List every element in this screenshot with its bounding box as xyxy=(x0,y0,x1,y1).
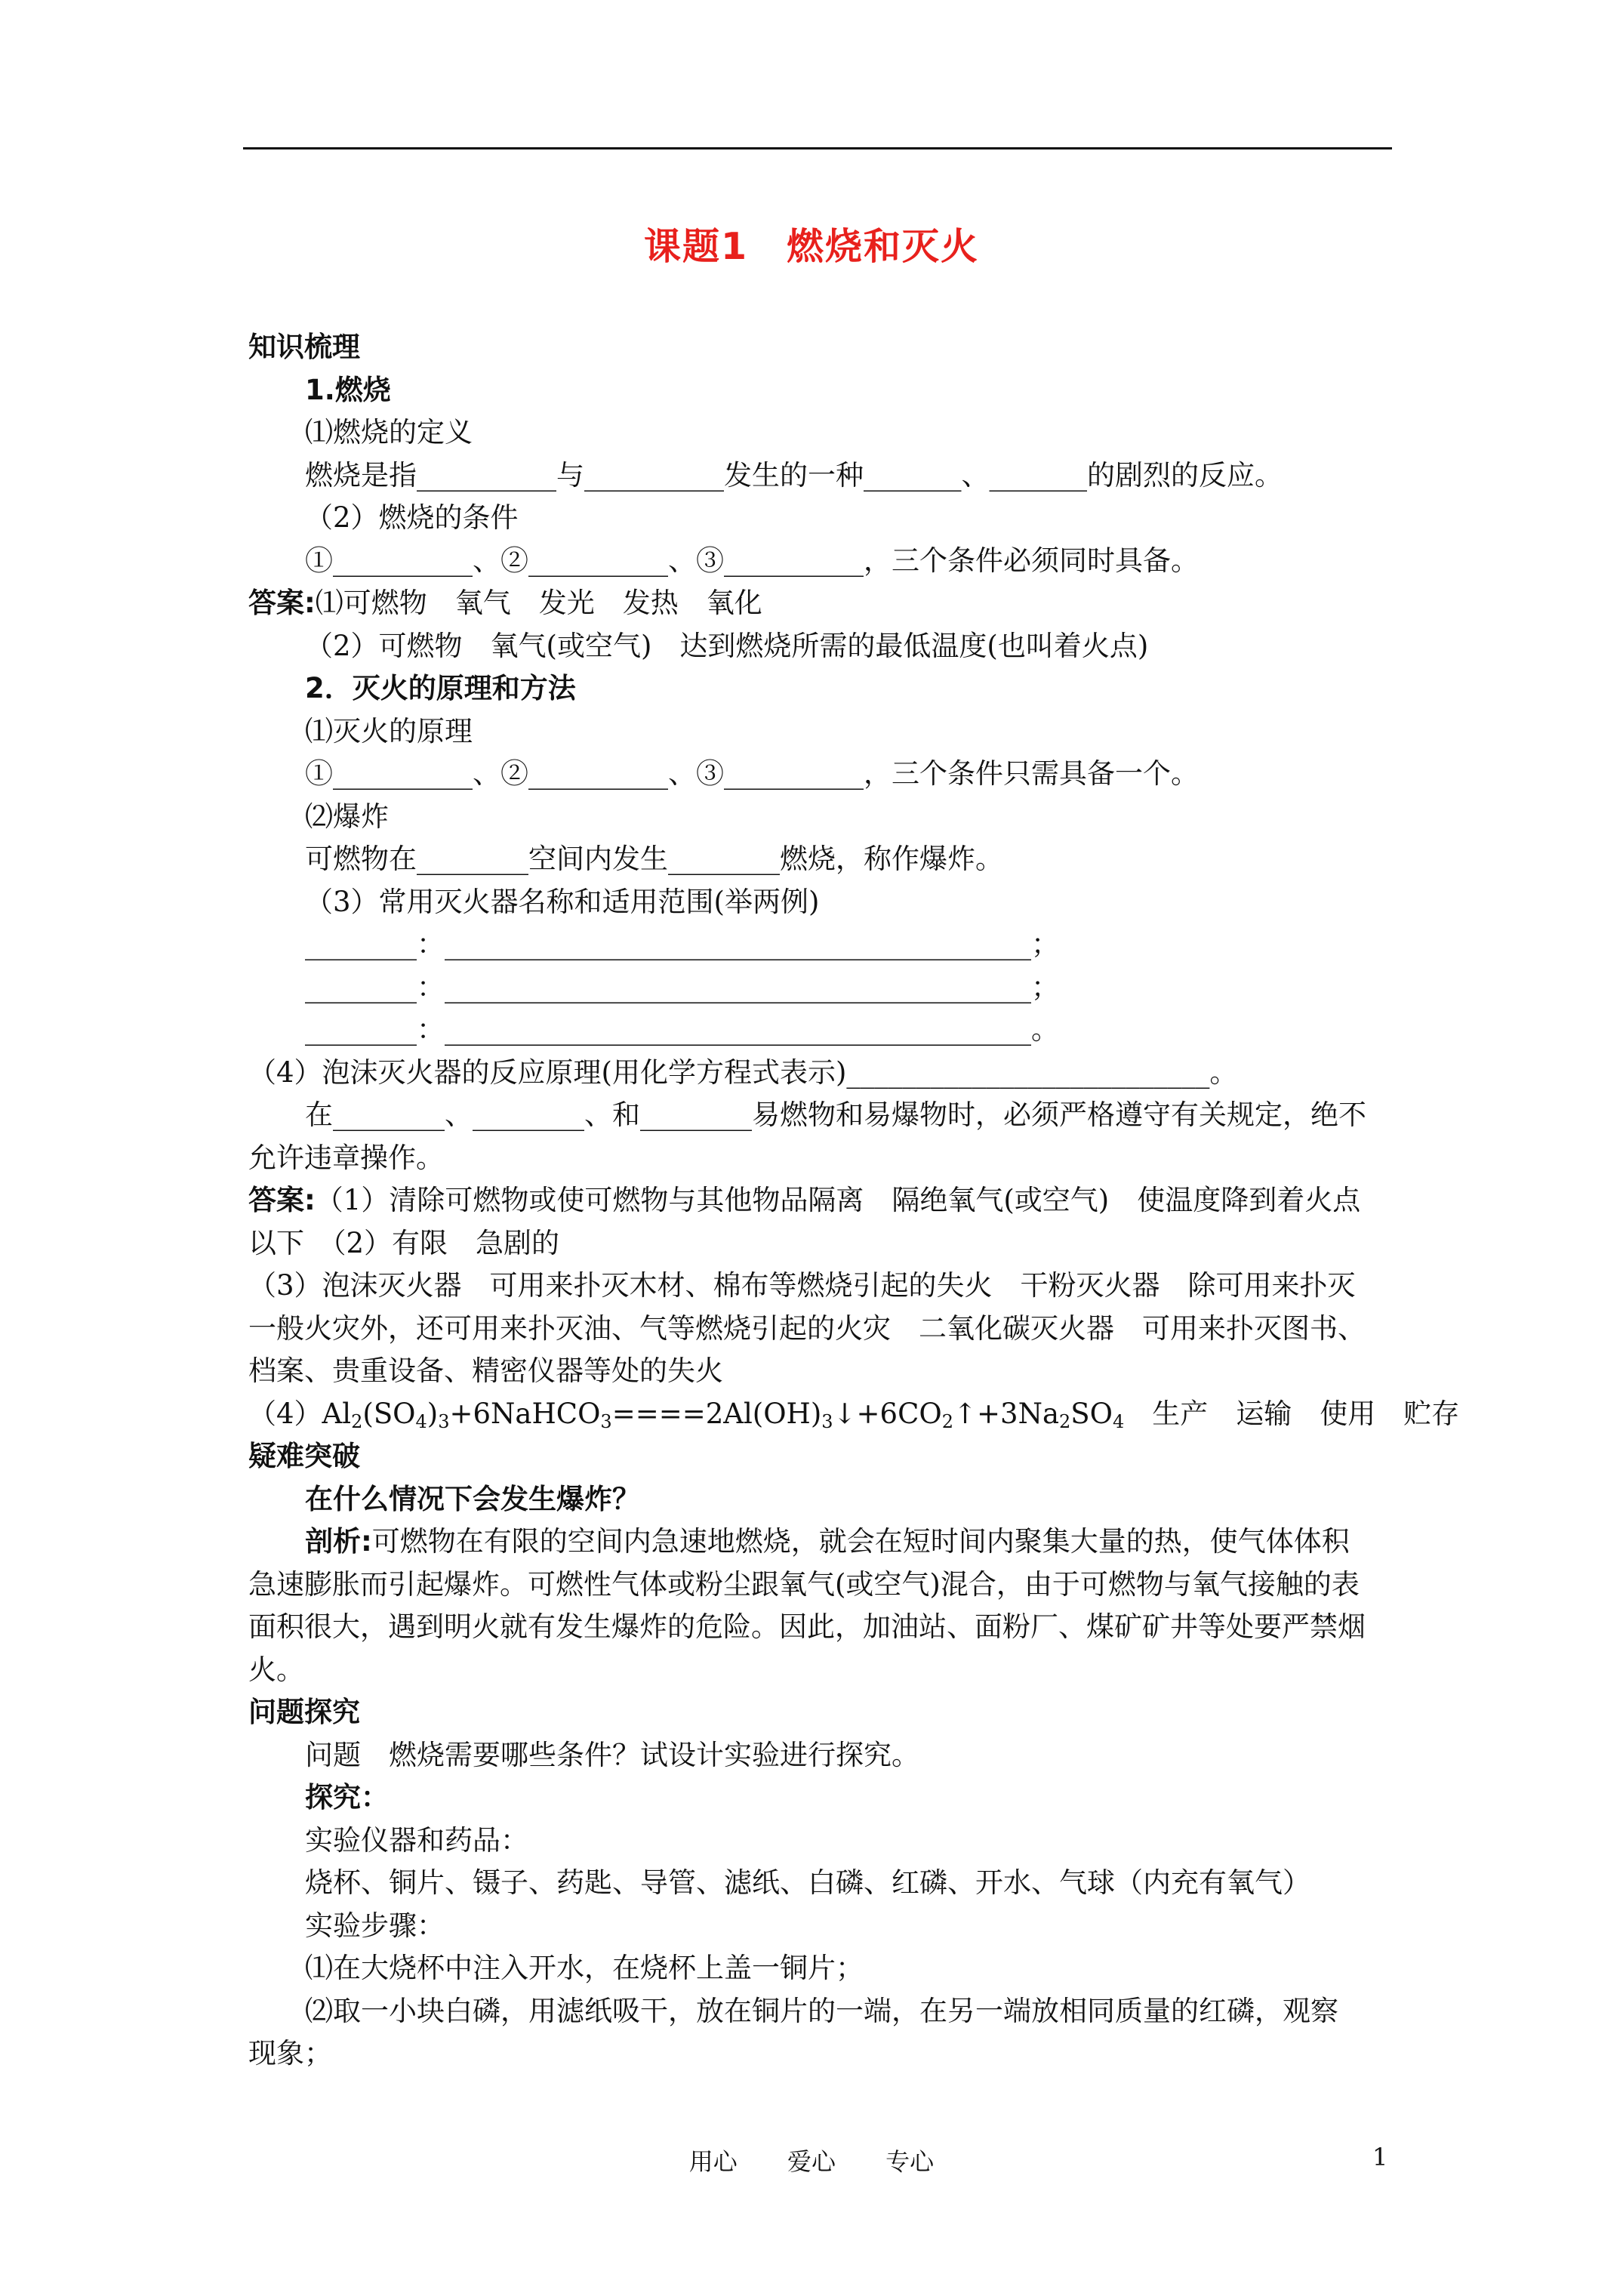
subscript: 3 xyxy=(821,1410,833,1432)
text-line: 急速膨胀而引起爆炸。可燃性气体或粉尘跟氧气(或空气)混合，由于可燃物与氧气接触的表 xyxy=(248,1567,1360,1601)
text-line: 在什么情况下会发生爆炸？ xyxy=(305,1482,640,1515)
equation-text: 生产 运输 使用 贮存 xyxy=(1124,1397,1460,1430)
page-number: 1 xyxy=(1372,2143,1388,2171)
document-body xyxy=(248,326,1460,2076)
header-rule xyxy=(243,147,1392,149)
equation-text: +6NaHCO xyxy=(449,1397,601,1430)
text-line xyxy=(248,1521,1403,1564)
text-line: （3）泡沫灭火器 可用来扑灭木材、棉布等燃烧引起的失火 干粉灭火器 除可用来扑灭 xyxy=(248,1269,1356,1302)
footer-item: 专心 xyxy=(885,2147,935,2176)
line-text: 可燃物在有限的空间内急速地燃烧，就会在短时间内聚集大量的热，使气体体积 xyxy=(371,1525,1350,1558)
text-line xyxy=(248,582,1403,625)
text-line: ________：__________________________________________； xyxy=(305,928,1059,960)
subscript: 2 xyxy=(351,1410,363,1432)
equation-text: ↑+3Na xyxy=(953,1397,1060,1430)
text-line: （3）常用灭火器名称和适用范围(举两例) xyxy=(305,885,820,918)
text-line: ________：__________________________________________。 xyxy=(305,1013,1059,1046)
text-line: 面积很大，遇到明火就有发生爆炸的危险。因此，加油站、面粉厂、煤矿矿井等处要严禁烟 xyxy=(248,1610,1366,1643)
text-line: ⑵爆炸 xyxy=(305,800,389,833)
line-text: ⑴可燃物 氧气 发光 发热 氧化 xyxy=(315,587,762,619)
equation-text: (SO xyxy=(362,1397,416,1430)
text-line: 问题探究 xyxy=(248,1696,360,1728)
text-line: 现象； xyxy=(248,2037,332,2069)
text-line: ⑵取一小块白磷，用滤纸吸干，放在铜片的一端，在另一端放相同质量的红磷，观察 xyxy=(305,1994,1338,2027)
subscript: 4 xyxy=(1112,1410,1125,1432)
text-line: ①__________、②__________、③__________，三个条件只需具备一个。 xyxy=(305,757,1199,790)
page-title: 课题1 燃烧和灭火 xyxy=(643,225,980,268)
text-line: 火。 xyxy=(248,1653,304,1686)
text-line: 实验仪器和药品： xyxy=(305,1823,528,1857)
equation-text: ) xyxy=(427,1397,439,1430)
subscript: 3 xyxy=(438,1410,450,1432)
text-line: ⑴在大烧杯中注入开水，在烧杯上盖一铜片； xyxy=(305,1952,864,1984)
equation-text: （4）Al xyxy=(248,1397,352,1430)
label-prefix: 答案: xyxy=(248,587,316,619)
footer-item: 用心 xyxy=(688,2147,738,2176)
subscript: 2 xyxy=(941,1410,954,1432)
label-prefix: 答案: xyxy=(248,1184,316,1216)
text-line: 探究： xyxy=(305,1781,389,1814)
text-line: 疑难突破 xyxy=(248,1440,360,1472)
text-line: ________：__________________________________________； xyxy=(305,970,1059,1003)
text-line: 在________、________、和________易燃物和易爆物时，必须严格遵守有关规定，绝不 xyxy=(305,1099,1366,1131)
subscript: 4 xyxy=(415,1410,427,1432)
text-line: 一般火灾外，还可用来扑灭油、气等燃烧引起的火灾 二氧化碳灭火器 可用来扑灭图书、 xyxy=(248,1311,1366,1345)
footer-item: 爱心 xyxy=(787,2147,836,2176)
text-line: （2）可燃物 氧气(或空气) 达到燃烧所需的最低温度(也叫着火点) xyxy=(305,629,1149,662)
text-line: 1.燃烧 xyxy=(305,373,391,406)
text-line: （4）泡沫灭火器的反应原理(用化学方程式表示)__________________________。 xyxy=(248,1056,1238,1089)
text-line: ①__________、②__________、③__________，三个条件必须同时具备。 xyxy=(305,544,1199,577)
text-line: 烧杯、铜片、镊子、药匙、导管、滤纸、白磷、红磷、开水、气球（内充有氧气） xyxy=(305,1866,1310,1899)
text-line: 实验步骤： xyxy=(305,1909,445,1942)
text-line: 允许违章操作。 xyxy=(248,1141,444,1174)
line-text: （1）清除可燃物或使可燃物与其他物品隔离 隔绝氧气(或空气) 使温度降到着火点 xyxy=(315,1184,1361,1216)
text-line: 2．灭火的原理和方法 xyxy=(305,672,576,704)
text-line: ⑴灭火的原理 xyxy=(305,714,473,747)
subscript: 3 xyxy=(600,1410,612,1432)
equation-text: SO xyxy=(1070,1397,1113,1430)
text-line: 档案、贵重设备、精密仪器等处的失火 xyxy=(248,1354,723,1387)
text-line: ⑴燃烧的定义 xyxy=(305,416,473,448)
label-prefix: 剖析: xyxy=(305,1525,372,1558)
text-line: 以下 （2）有限 急剧的 xyxy=(248,1226,560,1259)
text-line xyxy=(248,1179,1403,1222)
equation-line xyxy=(248,1393,1460,1436)
text-line: 问题 燃烧需要哪些条件？试设计实验进行探究。 xyxy=(305,1738,919,1771)
text-line: 可燃物在________空间内发生________燃烧，称作爆炸。 xyxy=(305,843,1003,875)
text-line: （2）燃烧的条件 xyxy=(305,501,519,534)
text-line: 燃烧是指__________与__________发生的一种_______、_______的剧烈的反应。 xyxy=(305,458,1283,492)
subscript: 2 xyxy=(1059,1410,1071,1432)
equation-text: ====2Al(OH) xyxy=(611,1397,822,1430)
text-line: 知识梳理 xyxy=(248,331,360,363)
equation-text: ↓+6CO xyxy=(833,1397,942,1430)
